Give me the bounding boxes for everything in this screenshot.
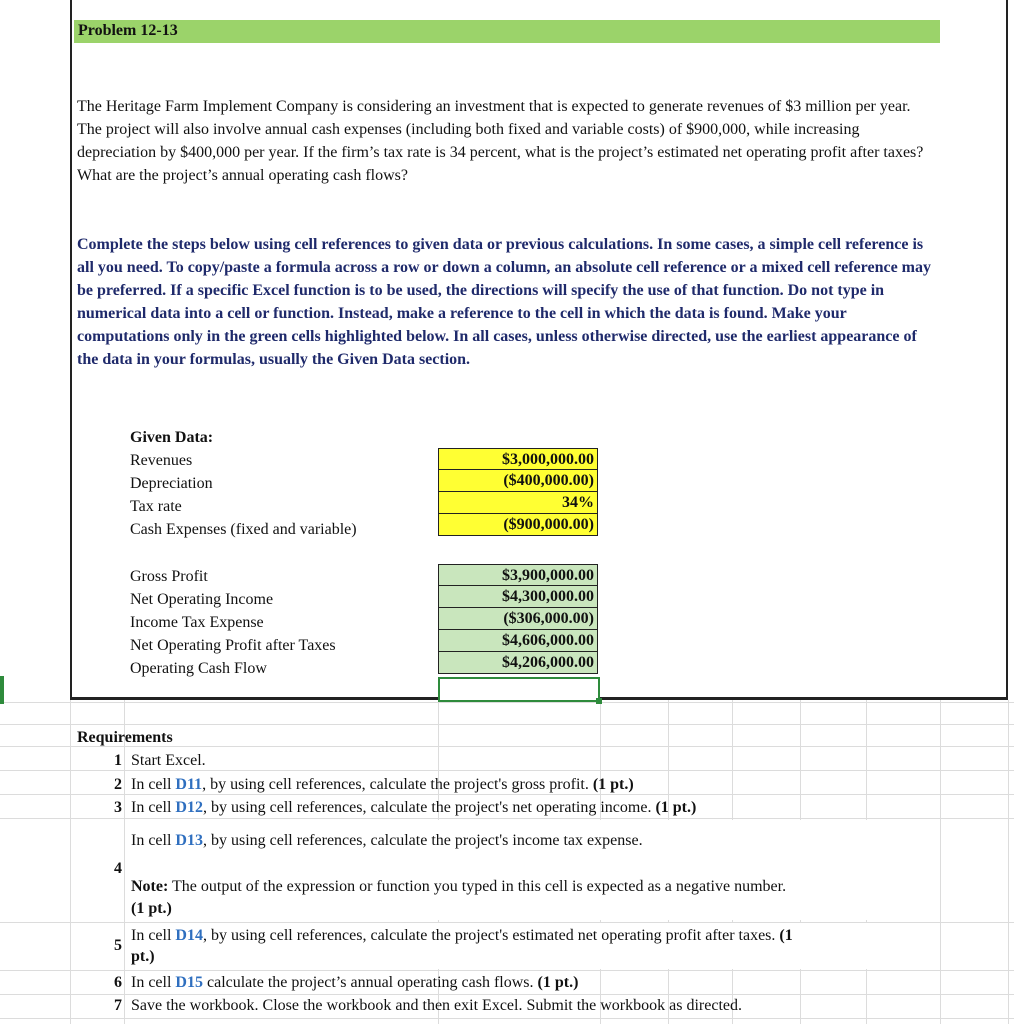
req-post: , by using cell references, calculate the project's gross profit. xyxy=(202,776,593,793)
req-post: , by using cell references, calculate the project's income tax expense. xyxy=(202,832,643,849)
cell-net-operating-income[interactable]: $4,300,000.00 xyxy=(438,586,598,608)
requirement-number: 2 xyxy=(114,776,122,793)
requirement-number: 6 xyxy=(114,974,122,991)
requirement-number: 1 xyxy=(114,752,122,769)
grid-line xyxy=(1008,700,1009,1024)
requirement-7-text: Save the workbook. Close the workbook and then exit Excel. Submit the workbook as directed. xyxy=(131,997,742,1014)
req-points: (1 pt.) xyxy=(592,776,634,793)
req-points-cont: pt.) xyxy=(131,948,155,965)
cell-ref-d13: D13 xyxy=(175,832,203,849)
grid-line xyxy=(0,724,1014,725)
requirement-5-text xyxy=(131,925,793,947)
cell-ref-d15: D15 xyxy=(175,974,203,991)
requirement-number: 5 xyxy=(114,937,122,954)
given-label-revenues: Revenues xyxy=(130,452,193,469)
calc-label-gross-profit: Gross Profit xyxy=(130,568,208,585)
selected-cell[interactable] xyxy=(438,677,600,702)
intro-paragraph: The Heritage Farm Implement Company is considering an investment that is expected to generate revenues of $3 million per year. The project will also involve annual cash expenses (including both fixed and variable costs) of $900,000, while increasing depreciation by $400,000 per year. If the firm’s tax rate is 34 percent, what is the project’s estimated net operating profit after taxes? What are the project’s annual operating cash flows? xyxy=(77,98,924,184)
req-pre: In cell xyxy=(131,799,176,816)
calc-label-nopat: Net Operating Profit after Taxes xyxy=(130,637,336,654)
requirement-5-box xyxy=(128,923,934,969)
req-post: , by using cell references, calculate the project's estimated net operating profit after taxes. xyxy=(202,927,780,944)
req-pre: In cell xyxy=(131,832,176,849)
req-post: , by using cell references, calculate the project's net operating income. xyxy=(202,799,656,816)
cell-ref-d12: D12 xyxy=(175,799,203,816)
req-pre: In cell xyxy=(131,974,176,991)
requirements-heading: Requirements xyxy=(77,729,173,746)
requirement-4-box xyxy=(128,820,934,920)
cell-tax-rate[interactable]: 34% xyxy=(438,492,598,514)
note-label: Note: xyxy=(131,878,169,895)
cell-ref-d14: D14 xyxy=(175,927,203,944)
cell-cash-expenses[interactable]: ($900,000.00) xyxy=(438,514,598,536)
req-post: calculate the project’s annual operating cash flows. xyxy=(202,974,538,991)
grid-line xyxy=(0,1018,1014,1019)
calc-label-net-operating-income: Net Operating Income xyxy=(130,591,274,608)
requirement-6-text xyxy=(131,972,578,994)
requirement-3-text xyxy=(131,797,696,819)
req-points: (1 pt.) xyxy=(655,799,697,816)
grid-line xyxy=(940,700,941,1024)
fill-handle[interactable] xyxy=(596,698,602,704)
given-label-tax-rate: Tax rate xyxy=(130,498,182,515)
page-title: Problem 12-13 xyxy=(78,22,178,39)
cell-gross-profit[interactable]: $3,900,000.00 xyxy=(438,564,598,586)
cell-nopat[interactable]: $4,606,000.00 xyxy=(438,630,598,652)
instructions-paragraph: Complete the steps below using cell references to given data or previous calculations. In some cases, a simple cell reference is all you need. To copy/paste a formula across a row or down a column, an absolute cell reference or a mixed cell reference may be preferred. If a specific Excel function is to be used, the directions will specify the use of that function. Do not type in numerical data into a cell or function. Instead, make a reference to the cell in which the data is found. Make your computations only in the green cells highlighted below. In all cases, unless otherwise directed, use the earliest appearance of the data in your formulas, usually the Given Data section. xyxy=(77,236,931,368)
cell-ref-d11: D11 xyxy=(175,776,203,793)
calc-label-operating-cash-flow: Operating Cash Flow xyxy=(130,660,267,677)
requirement-4-note xyxy=(131,876,786,898)
requirement-number: 7 xyxy=(114,997,122,1014)
row-edge-marker xyxy=(0,676,4,704)
req-pre: In cell xyxy=(131,927,176,944)
given-data-heading: Given Data: xyxy=(130,429,214,446)
grid-line xyxy=(0,970,1014,971)
given-label-depreciation: Depreciation xyxy=(130,475,213,492)
cell-income-tax-expense[interactable]: ($306,000.00) xyxy=(438,608,598,630)
grid-line xyxy=(0,702,1014,703)
cell-depreciation[interactable]: ($400,000.00) xyxy=(438,470,598,492)
given-label-cash-expenses: Cash Expenses (fixed and variable) xyxy=(130,521,357,538)
req-points: (1 pt.) xyxy=(131,900,172,917)
title-bar xyxy=(74,20,940,43)
cell-operating-cash-flow[interactable]: $4,206,000.00 xyxy=(438,652,598,674)
requirement-1-text: Start Excel. xyxy=(131,752,206,769)
requirement-number: 3 xyxy=(114,799,122,816)
cell-revenues[interactable]: $3,000,000.00 xyxy=(438,448,598,470)
requirement-2-text xyxy=(131,774,634,796)
requirement-number: 4 xyxy=(114,860,122,877)
req-pre: In cell xyxy=(131,776,176,793)
req-points: (1 xyxy=(779,927,793,944)
calc-label-income-tax-expense: Income Tax Expense xyxy=(130,614,264,631)
requirement-4-text xyxy=(131,830,643,852)
note-text: The output of the expression or function you typed in this cell is expected as a negative number. xyxy=(168,878,787,895)
req-points: (1 pt.) xyxy=(537,974,579,991)
grid-line xyxy=(70,700,71,1024)
